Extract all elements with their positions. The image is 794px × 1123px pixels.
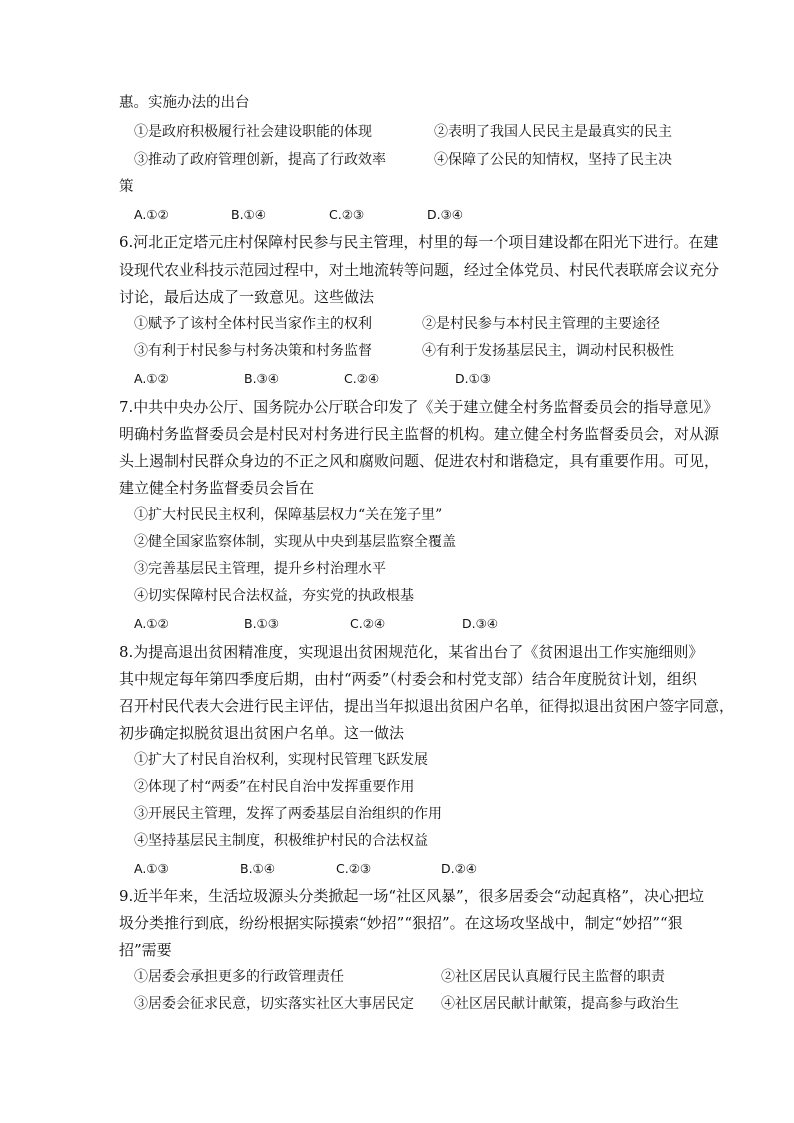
q9-option-2: ②社区居民认真履行民主监督的职责 — [441, 969, 665, 985]
q7-stem-line-4: 建立健全村务监督委员会旨在 — [119, 479, 315, 497]
q5-option-3: ③推动了政府管理创新，提高了行政效率 — [134, 152, 386, 168]
q5-option-4-tail: 策 — [119, 179, 134, 195]
q9-option-3: ③居委会征求民意，切实落实社区大事居民定 — [134, 996, 414, 1012]
q6-choice-d: D.①③ — [455, 371, 492, 386]
q5-option-4: ④保障了公民的知情权，坚持了民主决 — [434, 152, 672, 168]
q6-stem-line-3: 讨论，最后达成了一致意见。这些做法 — [119, 288, 375, 306]
q9-option-1: ①居委会承担更多的行政管理责任 — [134, 969, 344, 985]
q8-option-4: ④坚持基层民主制度，积极维护村民的合法权益 — [134, 833, 428, 849]
q8-option-2: ②体现了村“两委”在村民自治中发挥重要作用 — [134, 779, 415, 795]
q7-choice-d: D.③④ — [462, 616, 499, 631]
q8-stem-line-1: 8.为提高退出贫困精准度，实现退出贫困规范化，某省出台了《贫困退出工作实施细则》 — [119, 643, 704, 661]
q7-option-2: ②健全国家监察体制，实现从中央到基层监察全覆盖 — [134, 534, 456, 550]
q6-option-1: ①赋予了该村全体村民当家作主的权利 — [134, 316, 372, 332]
q7-stem-line-3: 头上遏制村民群众身边的不正之风和腐败问题、促进农村和谐稳定，具有重要作用。可见， — [119, 452, 720, 470]
q8-option-1: ①扩大了村民自治权利，实现村民管理飞跃发展 — [134, 752, 428, 768]
q7-choice-c: C.②④ — [350, 616, 386, 631]
q5-choice-c: C.②③ — [329, 207, 365, 222]
q6-stem-line-1: 6.河北正定塔元庄村保障村民参与民主管理，村里的每一个项目建设都在阳光下进行。在建 — [119, 233, 719, 251]
q6-option-4: ④有利于发扬基层民主，调动村民积极性 — [422, 343, 674, 359]
q8-option-3: ③开展民主管理，发挥了两委基层自治组织的作用 — [134, 806, 442, 822]
q5-option-1: ①是政府积极履行社会建设职能的体现 — [134, 124, 372, 140]
q5-option-2: ②表明了我国人民民主是最真实的民主 — [434, 124, 672, 140]
q6-option-2: ②是村民参与本村民主管理的主要途径 — [422, 316, 660, 332]
q8-choice-d: D.②④ — [441, 861, 478, 876]
q7-option-4: ④切实保障村民合法权益，夯实党的执政根基 — [134, 588, 414, 604]
q9-stem-line-1: 9.近半年来，生活垃圾源头分类掀起一场“社区风暴”，很多居委会“动起真格”，决心把垃 — [119, 887, 704, 905]
q7-option-3: ③完善基层民主管理，提升乡村治理水平 — [134, 561, 386, 577]
q6-stem-line-2: 设现代农业科技示范园过程中，对土地流转等问题，经过全体党员、村民代表联席会议充分 — [119, 261, 720, 279]
q5-choice-d: D.③④ — [427, 207, 464, 222]
q8-stem-line-2: 其中规定每年第四季度后期，由村“两委”（村委会和村党支部）结合年度脱贫计划，组织 — [119, 670, 697, 688]
q5-stem-tail: 惠。实施办法的出台 — [119, 95, 250, 111]
q7-option-1: ①扩大村民民主权利，保障基层权力“关在笼子里” — [134, 507, 443, 523]
q6-choice-a: A.①② — [134, 371, 169, 386]
q8-choice-c: C.②③ — [336, 861, 372, 876]
q8-stem-line-4: 初步确定拟脱贫退出贫困户名单。这一做法 — [119, 724, 405, 742]
q9-option-4: ④社区居民献计献策，提高参与政治生 — [441, 996, 679, 1012]
q5-choice-a: A.①② — [134, 207, 169, 222]
q9-stem-line-3: 招”需要 — [119, 941, 172, 959]
q6-option-3: ③有利于村民参与村务决策和村务监督 — [134, 343, 372, 359]
q6-choice-b: B.③④ — [244, 371, 279, 386]
q6-choice-c: C.②④ — [344, 371, 380, 386]
q7-choice-a: A.①② — [134, 616, 169, 631]
q5-choice-b: B.①④ — [231, 207, 266, 222]
q7-stem-line-2: 明确村务监督委员会是村民对村务进行民主监督的机构。建立健全村务监督委员会，对从源 — [119, 425, 720, 443]
q9-stem-line-2: 圾分类推行到底，纷纷根据实际摸索“妙招”“狠招”。在这场攻坚战中，制定“妙招”“狠 — [119, 914, 683, 932]
q7-stem-line-1: 7.中共中央办公厅、国务院办公厅联合印发了《关于建立健全村务监督委员会的指导意见》 — [119, 398, 719, 416]
q8-stem-line-3: 召开村民代表大会进行民主评估，提出当年拟退出贫困户名单，征得拟退出贫困户签字同意， — [119, 697, 735, 715]
q8-choice-a: A.①③ — [134, 861, 169, 876]
q7-choice-b: B.①③ — [244, 616, 279, 631]
q8-choice-b: B.①④ — [240, 861, 275, 876]
